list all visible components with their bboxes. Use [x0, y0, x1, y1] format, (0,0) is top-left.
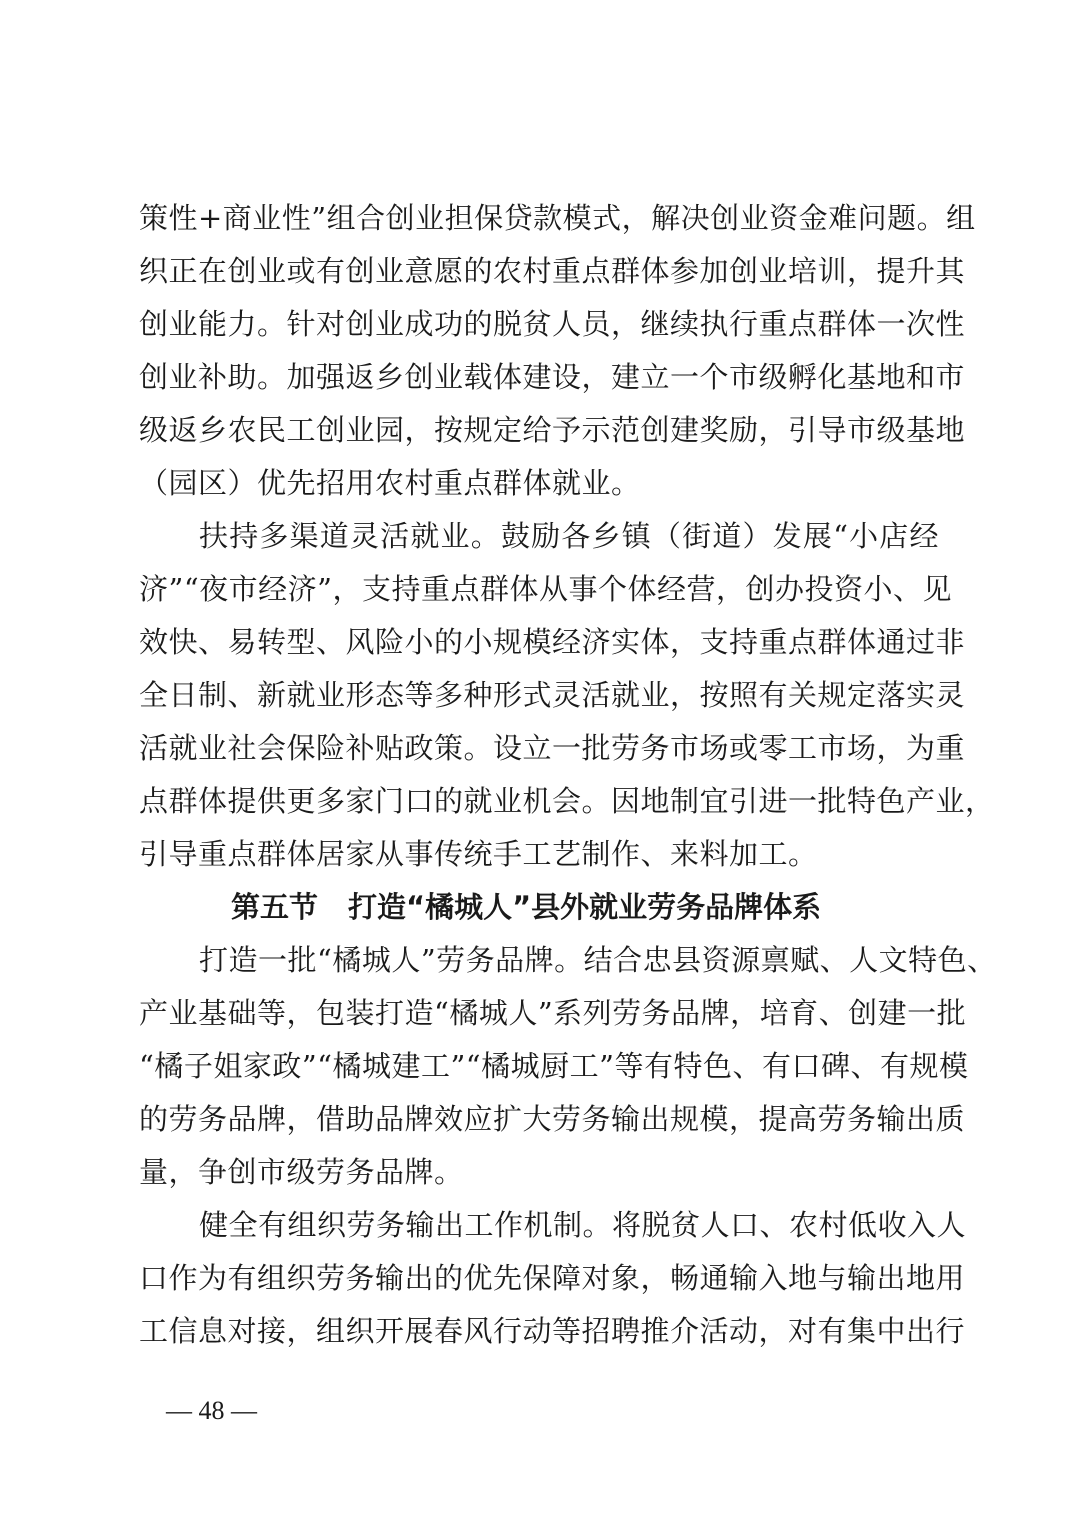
text-line: 织正在创业或有创业意愿的农村重点群体参加创业培训，提升其	[139, 254, 966, 288]
page-body	[139, 192, 997, 1358]
text-line: 活就业社会保险补贴政策。设立一批劳务市场或零工市场，为重	[139, 731, 966, 765]
text-line: 打造一批“橘城人”劳务品牌。结合忠县资源禀赋、人文特色、	[199, 943, 997, 977]
paragraph-startup-support	[139, 192, 976, 510]
text-line: 点群体提供更多家门口的就业机会。因地制宜引进一批特色产业，	[139, 784, 995, 818]
paragraph-labor-brand	[139, 934, 997, 1199]
text-line: 济”“夜市经济”，支持重点群体从事个体经营，创办投资小、见	[139, 572, 952, 606]
text-line: 创业能力。针对创业成功的脱贫人员，继续执行重点群体一次性	[139, 307, 966, 341]
text-line: “橘子姐家政”“橘城建工”“橘城厨工”等有特色、有口碑、有规模	[139, 1049, 969, 1083]
text-line: 量，争创市级劳务品牌。	[139, 1155, 464, 1189]
section-number: 第五节	[231, 890, 319, 924]
text-line: 扶持多渠道灵活就业。鼓励各乡镇（街道）发展“小店经	[199, 519, 939, 553]
text-line: （园区）优先招用农村重点群体就业。	[139, 466, 641, 500]
text-line: 的劳务品牌，借助品牌效应扩大劳务输出规模，提高劳务输出质	[139, 1102, 966, 1136]
text-line: 全日制、新就业形态等多种形式灵活就业，按照有关规定落实灵	[139, 678, 966, 712]
section-title: 打造“橘城人”县外就业劳务品牌体系	[348, 890, 822, 924]
text-line: 产业基础等，包装打造“橘城人”系列劳务品牌，培育、创建一批	[139, 996, 967, 1030]
text-line: 创业补助。加强返乡创业载体建设，建立一个市级孵化基地和市	[139, 360, 966, 394]
text-line: 级返乡农民工创业园，按规定给予示范创建奖励，引导市级基地	[139, 413, 966, 447]
paragraph-organized-labor-export	[139, 1199, 967, 1358]
section-heading	[139, 881, 939, 934]
page-number: — 48 —	[166, 1396, 257, 1425]
text-line: 引导重点群体居家从事传统手工艺制作、来料加工。	[139, 837, 818, 871]
text-line: 效快、易转型、风险小的小规模经济实体，支持重点群体通过非	[139, 625, 966, 659]
text-line: 健全有组织劳务输出工作机制。将脱贫人口、农村低收入人	[199, 1208, 967, 1242]
text-line: 工信息对接，组织开展春风行动等招聘推介活动，对有集中出行	[139, 1314, 966, 1348]
text-line: 口作为有组织劳务输出的优先保障对象，畅通输入地与输出地用	[139, 1261, 966, 1295]
paragraph-flexible-employment	[139, 510, 995, 881]
text-line: 策性+商业性”组合创业担保贷款模式，解决创业资金难问题。组	[139, 201, 976, 235]
